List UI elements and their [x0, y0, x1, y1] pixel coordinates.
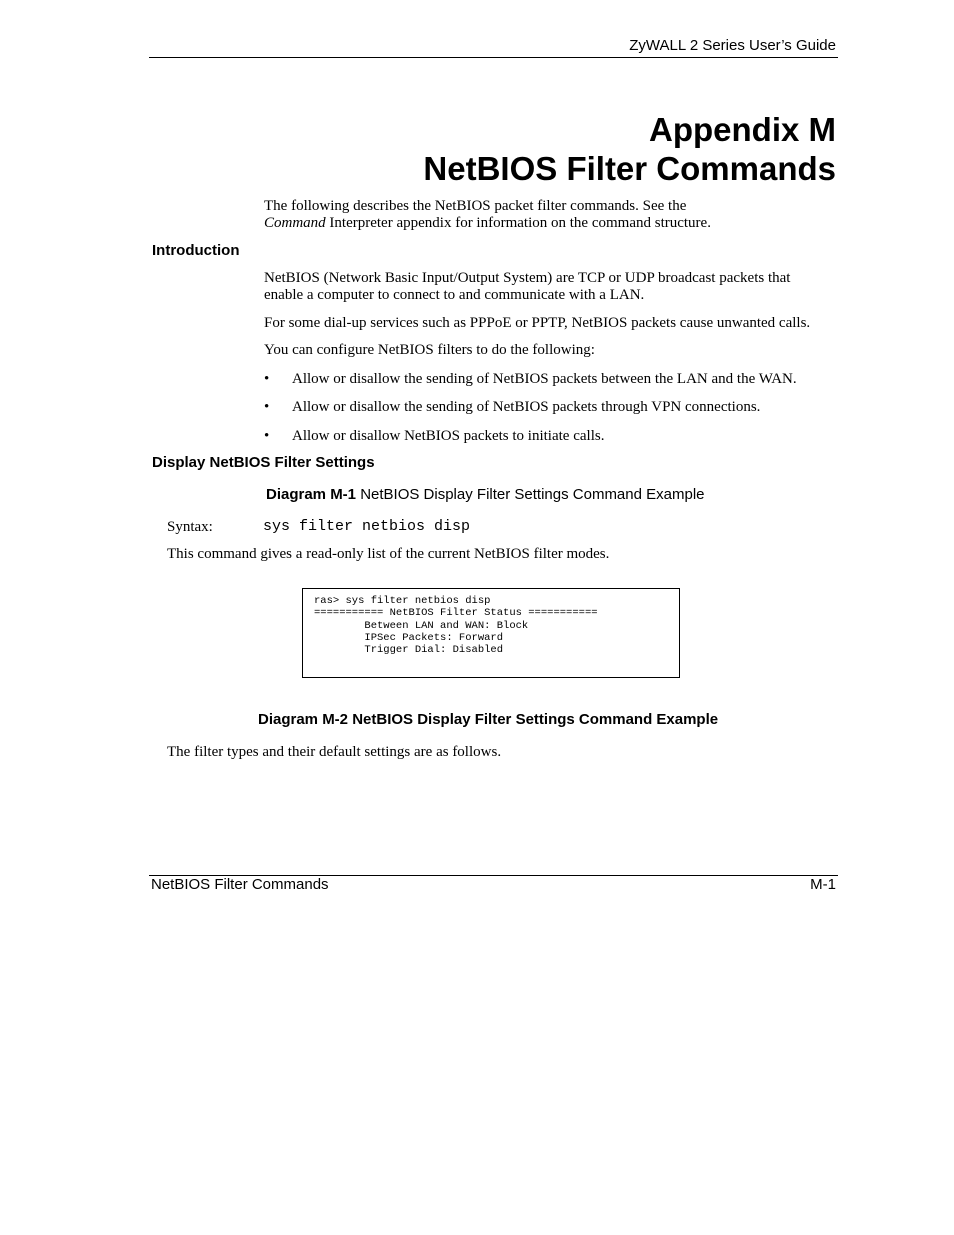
- console-line: =========== NetBIOS Filter Status ===========: [314, 607, 598, 620]
- p1-line-2: enable a computer to connect to and communicate with a LAN.: [264, 287, 645, 303]
- p1-line-1: NetBIOS (Network Basic Input/Output System) are TCP or UDP broadcast packets that: [264, 270, 791, 286]
- syntax-label: Syntax:: [167, 519, 213, 535]
- intro-section-paragraph-3: You can configure NetBIOS filters to do the following:: [264, 342, 595, 358]
- chapter-title: NetBIOS Filter Commands: [423, 150, 836, 187]
- appendix-label: Appendix M: [649, 111, 836, 148]
- bullet-item: [264, 428, 604, 445]
- intro-section-paragraph-2: For some dial-up services such as PPPoE or PPTP, NetBIOS packets cause unwanted calls.: [264, 315, 811, 331]
- console-line: ras> sys filter netbios disp: [314, 595, 491, 607]
- console-output-box: [302, 588, 680, 678]
- running-header: ZyWALL 2 Series User’s Guide: [629, 37, 836, 54]
- diagram-2-caption: Diagram M-2 NetBIOS Display Filter Settings Command Example: [258, 711, 719, 728]
- intro-italic-word: Command: [264, 215, 326, 231]
- footer-page-number: M-1: [810, 876, 836, 893]
- closing-paragraph: The filter types and their default settings are as follows.: [167, 744, 502, 760]
- intro-line-1: The following describes the NetBIOS packet filter commands. See the: [264, 198, 687, 214]
- intro-line-2: [264, 215, 711, 232]
- intro-line-2-rest: Interpreter appendix for information on the command structure.: [325, 215, 711, 231]
- intro-section-paragraph-1: [264, 270, 790, 304]
- bullet-text: Allow or disallow the sending of NetBIOS packets through VPN connections.: [292, 399, 761, 415]
- bullet-dot: •: [264, 371, 270, 387]
- footer-section-name: NetBIOS Filter Commands: [151, 876, 329, 893]
- intro-paragraph: [264, 198, 711, 232]
- console-line: IPSec Packets: Forward: [314, 631, 504, 644]
- section-heading-display: Display NetBIOS Filter Settings: [152, 454, 375, 471]
- syntax-command: sys filter netbios disp: [263, 518, 471, 535]
- section-heading-introduction: Introduction: [152, 242, 240, 259]
- bullet-dot: •: [264, 428, 270, 444]
- bullet-text: Allow or disallow NetBIOS packets to initiate calls.: [292, 428, 605, 444]
- diagram-1-label: Diagram M-1: [266, 486, 357, 503]
- console-line: Trigger Dial: Disabled: [314, 644, 504, 657]
- console-line: Between LAN and WAN: Block: [314, 619, 529, 632]
- page-title: [423, 110, 836, 188]
- command-description: This command gives a read-only list of the current NetBIOS filter modes.: [167, 546, 610, 562]
- bullet-dot: •: [264, 399, 270, 415]
- diagram-1-text: NetBIOS Display Filter Settings Command Example: [356, 486, 705, 503]
- bullet-item: [264, 371, 797, 388]
- header-rule: [149, 57, 838, 58]
- diagram-1-caption: [266, 486, 705, 503]
- bullet-item: [264, 399, 760, 416]
- bullet-text: Allow or disallow the sending of NetBIOS packets between the LAN and the WAN.: [292, 371, 797, 387]
